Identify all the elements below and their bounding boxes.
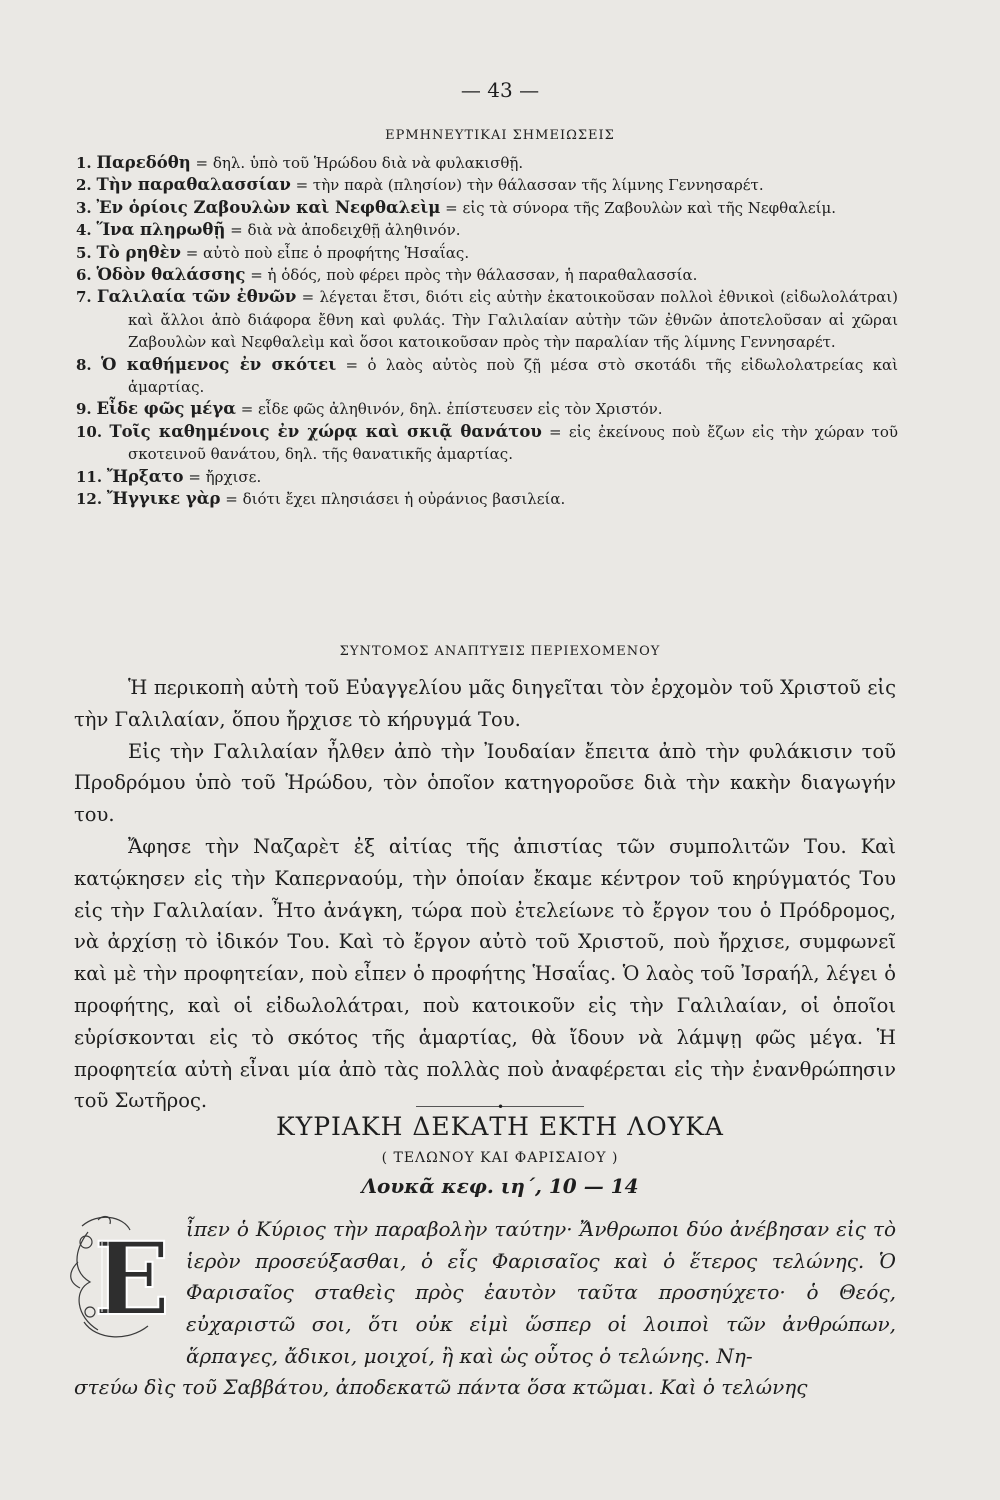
note-number: 9. — [76, 400, 92, 419]
note-term: Ἤρξατο — [106, 466, 184, 486]
note-item — [76, 398, 898, 420]
summary-paragraph: Ἡ περικοπὴ αὐτὴ τοῦ Εὐαγγελίου μᾶς διηγεῖται τὸν ἐρχομὸν τοῦ Χριστοῦ εἰς τὴν Γαλιλαίαν, ὅπου ἤρχισε τὸ κήρυγμά Του. — [74, 676, 896, 731]
note-item — [76, 354, 898, 399]
section-subheading: ( ΤΕΛΩΝΟΥ ΚΑΙ ΦΑΡΙΣΑΙΟΥ ) — [381, 1150, 619, 1166]
notes-list — [76, 152, 898, 511]
note-number: 1. — [76, 154, 92, 172]
note-text: = λέγεται ἔτσι, διότι εἰς αὐτὴν ἐκατοικοῦσαν πολλοὶ ἐθνικοὶ (εἰδωλολάτραι) καὶ ἄλλοι ἀπὸ διάφορα ἔθνη καὶ φυλάς. Τὴν Γαλιλαίαν αὐτὴν τῶν ἐθνῶν ἀποτελοῦσαν αἱ χῶραι Ζαβουλὼν καὶ Νεφθαλεὶμ καὶ ὅσοι κατοικοῦσαν πρὸς τὴν παραλίαν τῆς λίμνης Γεννησαρέτ. — [128, 288, 898, 352]
note-term: Τὸ ρηθὲν — [96, 242, 181, 262]
note-number: 12. — [76, 490, 103, 509]
page-number: — 43 — — [460, 78, 540, 102]
note-text: = τὴν παρὰ (πλησίον) τὴν θάλασσαν τῆς λίμνης Γεννησαρέτ. — [290, 176, 764, 195]
note-item — [76, 488, 898, 510]
note-term: Ὁδὸν θαλάσσης — [96, 265, 246, 285]
note-text: = ἤρχισε. — [183, 467, 262, 486]
note-term: Ἵνα πληρωθῇ — [96, 220, 226, 240]
note-item — [76, 174, 898, 196]
note-number: 5. — [76, 243, 92, 262]
note-text: = αὐτὸ ποὺ εἶπε ὁ προφήτης Ἡσαΐας. — [180, 243, 470, 262]
summary-title: ΣΥΝΤΟΜΟΣ ΑΝΑΠΤΥΞΙΣ ΠΕΡΙΕΧΟΜΕΝΟΥ — [339, 644, 661, 659]
note-term: Ἐν ὁρίοις Ζαβουλὼν καὶ Νεφθαλεὶμ — [96, 197, 441, 217]
notes-title: ΕΡΜΗΝΕΥΤΙΚΑΙ ΣΗΜΕΙΩΣΕΙΣ — [385, 128, 615, 143]
note-number: 6. — [76, 266, 92, 285]
note-text: = δηλ. ὑπὸ τοῦ Ἡρώδου διὰ νὰ φυλακισθῇ. — [190, 154, 524, 172]
note-text: = διὰ νὰ ἀποδειχθῇ ἀληθινόν. — [225, 221, 461, 240]
note-term: Εἶδε φῶς μέγα — [96, 399, 236, 419]
note-number: 11. — [76, 467, 103, 486]
divider-dot: • — [497, 1100, 505, 1114]
gospel-text-continued: στεύω δὶς τοῦ Σαββάτου, ἀποδεκατῶ πάντα ὅσα κτῶμαι. Καὶ ὁ τελώνης — [74, 1375, 808, 1399]
note-item — [76, 219, 898, 241]
note-item — [76, 242, 898, 264]
note-text: = ἡ ὁδός, ποὺ φέρει πρὸς τὴν θάλασσαν, ἡ παραθαλασσία. — [245, 266, 698, 285]
summary-paragraph: Εἰς τὴν Γαλιλαίαν ἦλθεν ἀπὸ τὴν Ἰουδαίαν ἔπειτα ἀπὸ τὴν φυλάκισιν τοῦ Προδρόμου ὑπὸ τοῦ Ἡρώδου, τὸν ὁποῖον κατηγοροῦσε διὰ τὴν κακὴν διαγωγήν του. — [74, 739, 896, 827]
note-item — [76, 286, 898, 353]
note-term: Ἤγγικε γὰρ — [106, 489, 221, 509]
summary-paragraph: Ἄφησε τὴν Ναζαρὲτ ἐξ αἰτίας τῆς ἀπιστίας τῶν συμπολιτῶν Του. Καὶ κατῴκησεν εἰς τὴν Καπερναούμ, τὴν ὁποίαν ἔκαμε κέντρον τοῦ κηρύγματός Του εἰς τὴν Γαλιλαίαν. Ἦτο ἀνάγκη, τώρα ποὺ ἐτελείωνε τὸ ἔργον του ὁ Πρόδρομος, νὰ ἀρχίσῃ τὸ ἰδικόν Του. Καὶ τὸ ἔργον αὐτὸ τοῦ Χριστοῦ, ποὺ ἤρχισε, συμφωνεῖ καὶ μὲ τὴν προφητείαν, ποὺ εἶπεν ὁ προφήτης Ἡσαΐας. Ὁ λαὸς τοῦ Ἰσραήλ, λέγει ὁ προφήτης, καὶ οἱ εἰδωλολάτραι, ποὺ κατοικοῦν εἰς τὴν Γαλιλαίαν, οἱ ὁποῖοι εὑρίσκονται εἰς τὸ σκότος τῆς ἁμαρτίας, θὰ ἴδουν νὰ λάμψῃ φῶς μέγα. Ἡ προφητεία αὐτὴ εἶναι μία ἀπὸ τὰς πολλὰς ποὺ ἀναφέρεται εἰς τὴν ἐνανθρώπησιν τοῦ Σωτῆρος. — [74, 834, 896, 1113]
note-item — [76, 264, 898, 286]
note-text: = διότι ἔχει πλησιάσει ἡ οὐράνιος βασιλεία. — [220, 490, 566, 509]
note-item — [76, 152, 898, 174]
note-term: Ὁ καθήμενος ἐν σκότει — [101, 354, 337, 374]
note-item — [76, 421, 898, 466]
decorated-initial — [68, 1212, 178, 1344]
gospel-text: ἶπεν ὁ Κύριος τὴν παραβολὴν ταύτην· Ἄνθρωποι δύο ἀνέβησαν εἰς τὸ ἱερὸν προσεύξασθαι, ὁ εἷς Φαρισαῖος καὶ ὁ ἕτερος τελώνης. Ὁ Φαρισαῖος σταθεὶς πρὸς ἑαυτὸν ταῦτα προσηύχετο· ὁ Θεός, εὐχαριστῶ σοι, ὅτι οὐκ εἰμὶ ὥσπερ οἱ λοιποὶ τῶν ἀνθρώπων, ἅρπαγες, ἄδικοι, μοιχοί, ἢ καὶ ὡς οὗτος ὁ τελώνης. Νη- — [186, 1217, 896, 1368]
note-text: = εἰς ἐκείνους ποὺ ἔζων εἰς τὴν χώραν τοῦ σκοτεινοῦ θανάτου, δηλ. τῆς θανατικῆς ἁμαρτίας. — [128, 422, 898, 464]
scripture-reference: Λουκᾶ κεφ. ιη΄, 10 — 14 — [361, 1174, 639, 1198]
initial-letter: Ε — [93, 1220, 171, 1338]
note-item — [76, 466, 898, 488]
note-number: 2. — [76, 176, 92, 195]
note-number: 7. — [76, 288, 92, 307]
note-number: 10. — [76, 422, 103, 441]
note-text: = εἶδε φῶς ἀληθινόν, δηλ. ἐπίστευσεν εἰς τὸν Χριστόν. — [235, 400, 663, 419]
note-number: 8. — [76, 355, 92, 374]
note-term: Τὴν παραθαλασσίαν — [96, 175, 291, 195]
note-text: = ὁ λαὸς αὐτὸς ποὺ ζῇ μέσα στὸ σκοτάδι τῆς εἰδωλολατρείας καὶ ἁμαρτίας. — [128, 355, 898, 397]
note-term: Τοῖς καθημένοις ἐν χώρᾳ καὶ σκιᾷ θανάτου — [109, 421, 542, 441]
summary-text — [74, 672, 896, 1117]
section-heading: ΚΥΡΙΑΚΗ ΔΕΚΑΤΗ ΕΚΤΗ ΛΟΥΚΑ — [276, 1112, 724, 1141]
note-number: 3. — [76, 198, 92, 217]
note-term: Παρεδόθη — [96, 153, 191, 172]
note-term: Γαλιλαία τῶν ἐθνῶν — [96, 287, 297, 307]
note-number: 4. — [76, 221, 92, 240]
note-item — [76, 197, 898, 219]
note-text: = εἰς τὰ σύνορα τῆς Ζαβουλὼν καὶ τῆς Νεφθαλείμ. — [440, 198, 836, 217]
